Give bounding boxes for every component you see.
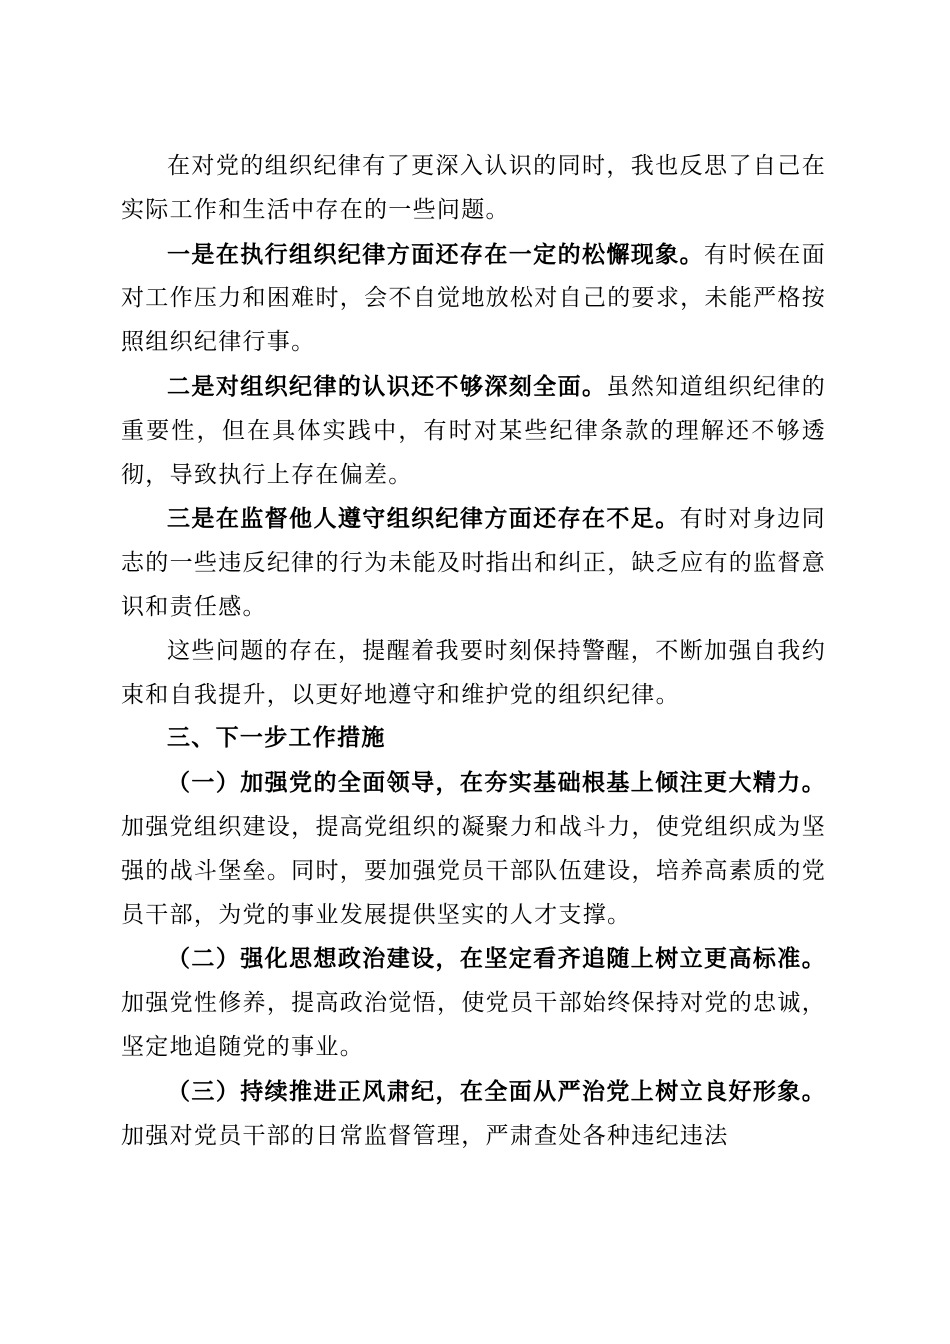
document-page xyxy=(121,145,826,1158)
problem-1-body: 有时候在面对工作压力和困难时，会不自觉地放松对自己的要求，未能严格按照组织纪律行事。 xyxy=(121,241,826,356)
problem-2-lead: 二是对组织纪律的认识还不够深刻全面。 xyxy=(167,372,607,400)
problem-1-lead: 一是在执行组织纪律方面还存在一定的松懈现象。 xyxy=(167,240,705,268)
measure-3-body: 加强对党员干部的日常监督管理，严肃查处各种违纪违法 xyxy=(121,1122,729,1149)
problem-3-body: 有时对身边同志的一些违反纪律的行为未能及时指出和纠正，缺乏应有的监督意识和责任感。 xyxy=(121,506,826,620)
problem-3-lead: 三是在监督他人遵守组织纪律方面还存在不足。 xyxy=(167,505,680,533)
measure-3-lead: （三）持续推进正风肃纪，在全面从严治党上树立良好形象。 xyxy=(167,1077,826,1105)
paragraph-text: 在对党的组织纪律有了更深入认识的同时，我也反思了自己在实际工作和生活中存在的一些问题。 xyxy=(121,153,826,223)
paragraph-problem-3 xyxy=(121,497,826,629)
measure-2-lead: （二）强化思想政治建设，在坚定看齐追随上树立更高标准。 xyxy=(167,945,826,973)
paragraph-text: 这些问题的存在，提醒着我要时刻保持警醒，不断加强自我约束和自我提升，以更好地遵守和维护党的组织纪律。 xyxy=(121,637,826,708)
paragraph-measure-3 xyxy=(121,1070,826,1159)
paragraph-reflection-summary xyxy=(121,630,826,718)
paragraph-problem-2 xyxy=(121,365,826,497)
measure-1-lead: （一）加强党的全面领导，在夯实基础根基上倾注更大精力。 xyxy=(167,769,826,797)
section-heading-next-steps: 三、下一步工作措施 xyxy=(167,725,386,752)
paragraph-problem-1 xyxy=(121,233,826,365)
paragraph-measure-1 xyxy=(121,761,826,937)
paragraph-measure-2 xyxy=(121,937,826,1069)
problem-2-body: 虽然知道组织纪律的重要性，但在具体实践中，有时对某些纪律条款的理解还不够透彻，导致执行上存在偏差。 xyxy=(121,373,826,488)
measure-1-body: 加强党组织建设，提高党组织的凝聚力和战斗力，使党组织成为坚强的战斗堡垒。同时，要加强党员干部队伍建设，培养高素质的党员干部，为党的事业发展提供坚实的人才支撑。 xyxy=(121,813,826,928)
paragraph-reflection-intro xyxy=(121,145,826,233)
measure-2-body: 加强党性修养，提高政治觉悟，使党员干部始终保持对党的忠诚，坚定地追随党的事业。 xyxy=(121,990,826,1060)
